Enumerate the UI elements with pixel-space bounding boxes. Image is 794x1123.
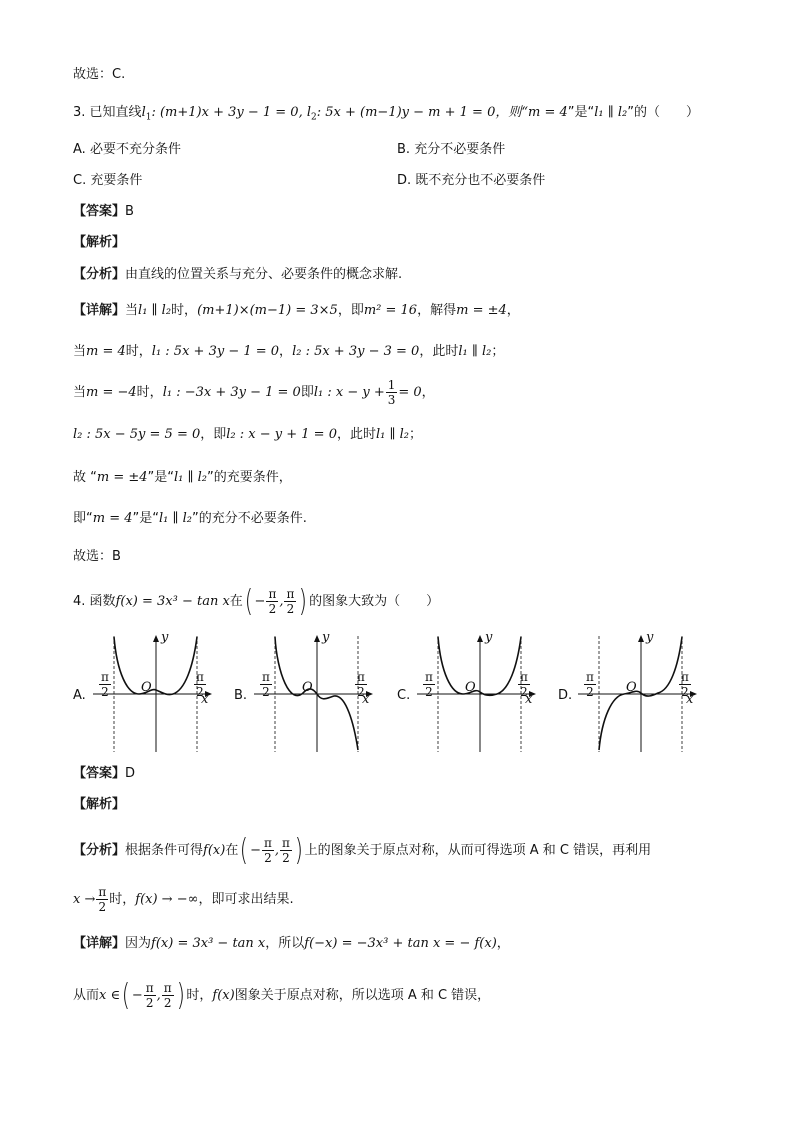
q3-eq1: : (m+1)x + 3y − 1 = 0, (151, 105, 303, 120)
q3-detail-5: 故 “m = ±4”是“l₁ ∥ l₂”的充要条件， (73, 470, 292, 485)
q4-option-b-graph[interactable] (234, 632, 384, 757)
x-axis-label: x (525, 692, 533, 707)
q4-answer-line (73, 765, 135, 783)
q3-detail-3: 当m = −4时，l₁ : −3x + 3y − 1 = 0即l₁ : x − y + $\frac{1}{3}$ = 0， (73, 378, 435, 407)
q4-option-a-graph[interactable] (73, 632, 223, 757)
q3-answer: B (125, 204, 134, 219)
q3-detail-6: 即“m = 4”是“l₁ ∥ l₂”的充分不必要条件. (73, 511, 307, 526)
y-axis-label: y (485, 630, 493, 645)
q4-detail-2: 从而x ∈( − $\frac{\pi}{2}$ , $\frac{\pi}{2}$ ) 时，f(x)图象关于原点对称，所以选项 A 和 C 错误， (73, 977, 491, 1013)
q3-stem-c: ”的（ ） (627, 105, 700, 120)
q3-fenxi-text: 由直线的位置关系与充分、必要条件的概念求解. (125, 267, 403, 282)
q3-cond: m = 4 (528, 105, 568, 120)
y-axis-arrow (153, 635, 159, 642)
q4-analysis-line (73, 796, 125, 814)
y-axis-arrow (314, 635, 320, 642)
origin-label: O (141, 680, 152, 695)
q3-option-c[interactable]: C. 充要条件 (73, 173, 143, 188)
q4-number: 4. (73, 594, 86, 609)
neg-half-pi-label: $\frac{\pi}{2}$ (101, 670, 109, 699)
q3-fraction: $\frac{1}{3}$ (387, 378, 396, 407)
q3-analysis-tag: 【解析】 (73, 235, 126, 250)
q3-xiangjie-tag: 【详解】 (73, 303, 126, 318)
q3-analysis-line (73, 234, 125, 252)
q3-detail-1: 【详解】当l₁ ∥ l₂时，(m+1)×(m−1) = 3×5，即m² = 16，解得m = ±4， (73, 303, 520, 318)
q4-xiangjie-tag: 【详解】 (73, 936, 126, 951)
half-pi-label: $\frac{\pi}{2}$ (357, 670, 365, 699)
q4-detail-1: 【详解】因为f(x) = 3x³ − tan x，所以f(−x) = −3x³ + tan x = − f(x)， (73, 936, 510, 951)
origin-label: O (302, 680, 313, 695)
q3-fenxi-tag: 【分析】 (73, 267, 126, 282)
q4-option-d-label: D. (558, 688, 573, 703)
q4-fenxi-1: 【分析】根据条件可得f(x)在( − $\frac{\pi}{2}$ , $\frac{\pi}{2}$ ) 上的图象关于原点对称，从而可得选项 A 和 C 错误，再利用 (73, 832, 652, 868)
x-axis-label: x (362, 692, 370, 707)
q4-analysis-tag: 【解析】 (73, 797, 126, 812)
q4-fenxi-2: x → $\frac{\pi}{2}$ 时，f(x) → −∞，即可求出结果. (73, 885, 294, 914)
y-axis-label: y (161, 630, 169, 645)
q3-stem (73, 104, 699, 127)
y-axis-arrow (477, 635, 483, 642)
q4-option-a-label: A. (73, 688, 86, 703)
q3-answer-line (73, 203, 134, 221)
half-pi-label: $\frac{\pi}{2}$ (196, 670, 204, 699)
q4-option-c-graph[interactable] (397, 632, 547, 757)
q3-l2: $l_2$ (306, 105, 317, 123)
q4-answer-tag: 【答案】 (73, 766, 126, 781)
q3-option-a[interactable]: A. 必要不充分条件 (73, 142, 181, 157)
q4-function: f(x) = 3x³ − tan x (115, 594, 230, 609)
q3-answer-tag: 【答案】 (73, 204, 126, 219)
q3-l1: $l_1$ (141, 105, 152, 123)
q3-option-d[interactable]: D. 既不充分也不必要条件 (397, 173, 546, 188)
q3-eq2: : 5x + (m−1)y − m + 1 = 0，则“ (316, 105, 529, 120)
q3-detail-2: 当m = 4时，l₁ : 5x + 3y − 1 = 0，l₂ : 5x + 3y − 3 = 0，此时l₁ ∥ l₂； (73, 344, 505, 359)
x-axis-label: x (686, 692, 694, 707)
prev-answer-text: 故选：C. (73, 67, 126, 82)
y-axis-arrow (638, 635, 644, 642)
q3-end: 故选：B (73, 549, 121, 564)
x-axis-label: x (201, 692, 209, 707)
half-pi-label: $\frac{\pi}{2}$ (520, 670, 528, 699)
q4-stem: 4. 函数f(x) = 3x³ − tan x在( − $\frac{\pi}{2}$ , $\frac{\pi}{2}$ ) 的图象大致为（ ） (73, 583, 440, 619)
y-axis-label: y (646, 630, 654, 645)
q3-stem-a: 已知直线 (89, 105, 142, 120)
neg-half-pi-label: $\frac{\pi}{2}$ (425, 670, 433, 699)
q3-stem-b: ”是“ (567, 105, 595, 120)
origin-label: O (465, 680, 476, 695)
q3-fenxi-line (73, 266, 402, 284)
q4-option-d-graph[interactable] (558, 632, 708, 757)
y-axis-label: y (322, 630, 330, 645)
q4-option-c-label: C. (397, 688, 411, 703)
q3-par: l₁ ∥ l₂ (594, 105, 628, 120)
q4-fenxi-tag: 【分析】 (73, 843, 126, 858)
q4-answer: D (125, 766, 136, 781)
q3-detail-4: l₂ : 5x − 5y = 5 = 0，即l₂ : x − y + 1 = 0，此时l₁ ∥ l₂； (73, 427, 423, 442)
half-pi-label: $\frac{\pi}{2}$ (681, 670, 689, 699)
q4-option-b-label: B. (234, 688, 248, 703)
prev-answer-line (73, 66, 125, 84)
neg-half-pi-label: $\frac{\pi}{2}$ (262, 670, 270, 699)
q3-number: 3. (73, 105, 86, 120)
q3-option-b[interactable]: B. 充分不必要条件 (397, 142, 506, 157)
origin-label: O (626, 680, 637, 695)
neg-half-pi-label: $\frac{\pi}{2}$ (586, 670, 594, 699)
